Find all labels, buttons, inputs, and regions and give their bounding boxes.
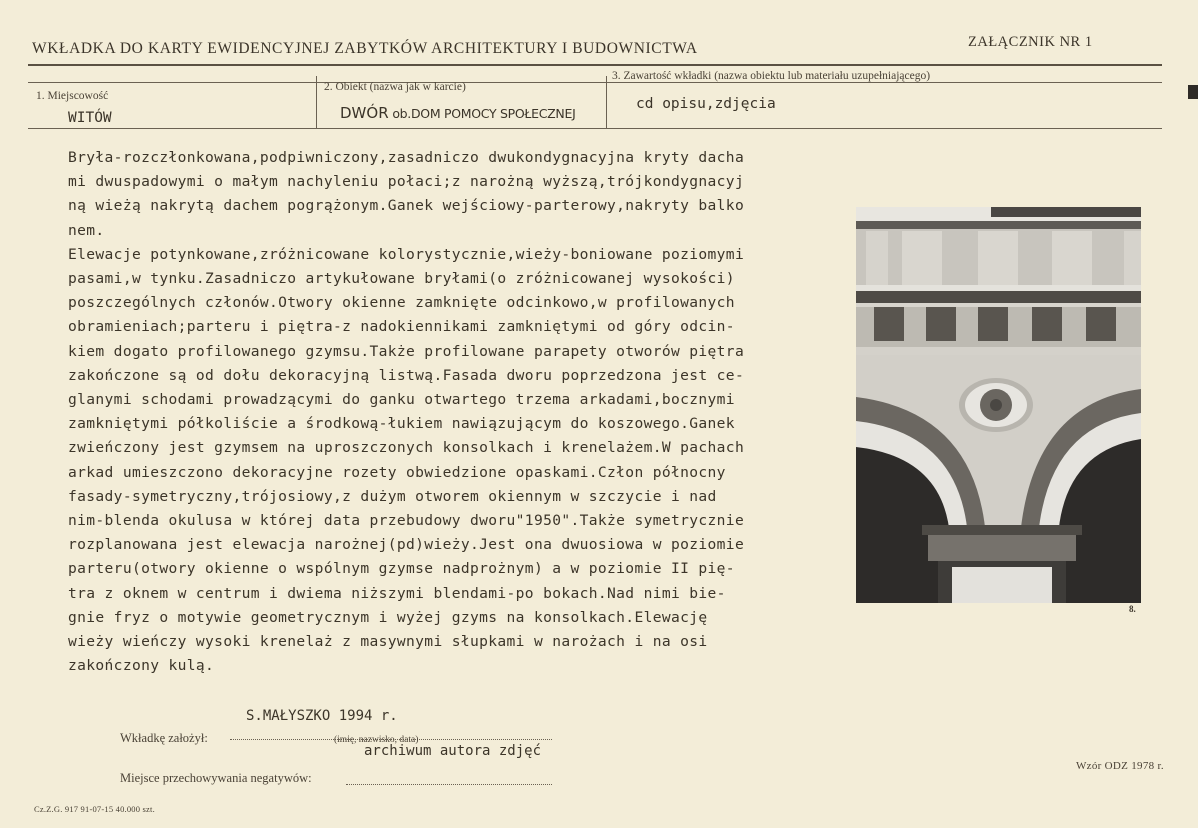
description-line: fasady-symetryczny,trójosiowy,z dużym otworem okiennym w szczycie i nad bbox=[68, 487, 717, 505]
description-line: kiem dogato profilowanego gzymsu.Także profilowane parapety otworów piętra bbox=[68, 342, 745, 360]
field-divider-1 bbox=[316, 76, 317, 128]
negatives-line bbox=[346, 784, 552, 785]
description-text bbox=[68, 146, 848, 678]
description-line: gnie fryz o motywie geometrycznym i wyżej gzyms na konsolkach.Elewację bbox=[68, 608, 708, 626]
description-line: Bryła-rozczłonkowana,podpiwniczony,zasadniczo dwukondygnacyjna kryty dacha bbox=[68, 149, 745, 166]
description-line: poszczególnych członów.Otwory okienne zamknięte odcinkowo,w profilowanych bbox=[68, 294, 735, 312]
top-rule bbox=[28, 64, 1162, 66]
negatives-label: Miejsce przechowywania negatywów: bbox=[120, 771, 312, 785]
form-number: Wzór ODZ 1978 r. bbox=[1076, 760, 1164, 772]
founded-by-hint: (imię, nazwisko, data) bbox=[334, 735, 419, 745]
description-line: ną wieżą nakrytą dachem pogrążonym.Ganek wejściowy-parterowy,nakryty balko bbox=[68, 197, 745, 215]
description-line: obramieniach;parteru i piętra-z nadokiennikami zamkniętymi od góry odcin- bbox=[68, 318, 735, 336]
facade-photo bbox=[856, 207, 1141, 603]
object-label: 2. Obiekt (nazwa jak w karcie) bbox=[324, 81, 466, 93]
description-line: rozplanowana jest elewacja narożnej(pd)wieży.Jest ona dwuosiowa w poziomie bbox=[68, 536, 745, 554]
description-line: zamkniętymi półkoliście a środkową-łukiem nawiązującym do koszowego.Ganek bbox=[68, 415, 735, 433]
description-line: arkad umieszczono dekoracyjne rozety obwiedzione opaskami.Człon północny bbox=[68, 463, 726, 481]
field-bottom-rule bbox=[28, 128, 1162, 129]
description-line: pasami,w tynku.Zasadniczo artykułowane bryłami(o zróżnicowanej wysokości) bbox=[68, 270, 735, 288]
annex-number: ZAŁĄCZNIK NR 1 bbox=[968, 34, 1093, 50]
description-line: nim-blenda okulusa w której data przebudowy dworu"1950".Także symetrycznie bbox=[68, 512, 745, 530]
author-signature: S.MAŁYSZKO 1994 r. bbox=[246, 708, 398, 724]
field-divider-2 bbox=[606, 76, 607, 128]
content-value: cd opisu,zdjęcia bbox=[636, 96, 776, 112]
photo-number: 8. bbox=[1129, 604, 1136, 614]
description-line: parteru(otwory okienne o wspólnym gzymse nadprożnym) a w poziomie II pię- bbox=[68, 560, 735, 578]
description-line: mi dwuspadowymi o małym nachyleniu połaci;z narożną wyższą,trójkondygnacyj bbox=[68, 173, 745, 191]
print-info: Cz.Z.G. 917 91-07-15 40.000 szt. bbox=[34, 804, 155, 814]
description-line: Elewacje potynkowane,zróżnicowane kolorystycznie,wieży-boniowane poziomymi bbox=[68, 245, 745, 263]
description-line: nem. bbox=[68, 221, 105, 239]
object-value-main: DWÓR bbox=[340, 104, 389, 122]
object-value-rest: ob.DOM POMOCY SPOŁECZNEJ bbox=[392, 106, 576, 121]
description-line: tra z oknem w centrum i dwiema niższymi blendami-po bokach.Nad nimi bie- bbox=[68, 584, 726, 602]
page-edge-mark bbox=[1188, 85, 1198, 99]
description-line: glanymi schodami prowadzącymi do ganku otwartego trzema arkadami,bocznymi bbox=[68, 391, 735, 409]
archive-value: archiwum autora zdjęć bbox=[364, 743, 542, 759]
content-label: 3. Zawartość wkładki (nazwa obiektu lub materiału uzupełniającego) bbox=[612, 70, 931, 82]
facade-photo-drawing bbox=[856, 207, 1141, 603]
description-line: zakończone są od dołu dekoracyjną listwą.Fasada dworu poprzedzona jest ce- bbox=[68, 366, 745, 384]
card-title: WKŁADKA DO KARTY EWIDENCYJNEJ ZABYTKÓW ARCHITEKTURY I BUDOWNICTWA bbox=[32, 40, 698, 57]
locality-value: WITÓW bbox=[68, 110, 112, 126]
founded-by-label: Wkładkę założył: bbox=[120, 731, 208, 745]
locality-label: 1. Miejscowość bbox=[36, 90, 109, 102]
field-top-rule bbox=[28, 82, 1162, 83]
description-line: wieży wieńczy wysoki krenelaż z masywnymi słupkami w narożach i na osi bbox=[68, 633, 708, 651]
description-line: zakończony kulą. bbox=[68, 657, 215, 675]
description-line: zwieńczony jest gzymsem na uproszczonych konsolkach i krenelażem.W pachach bbox=[68, 439, 745, 457]
object-value bbox=[340, 104, 575, 122]
